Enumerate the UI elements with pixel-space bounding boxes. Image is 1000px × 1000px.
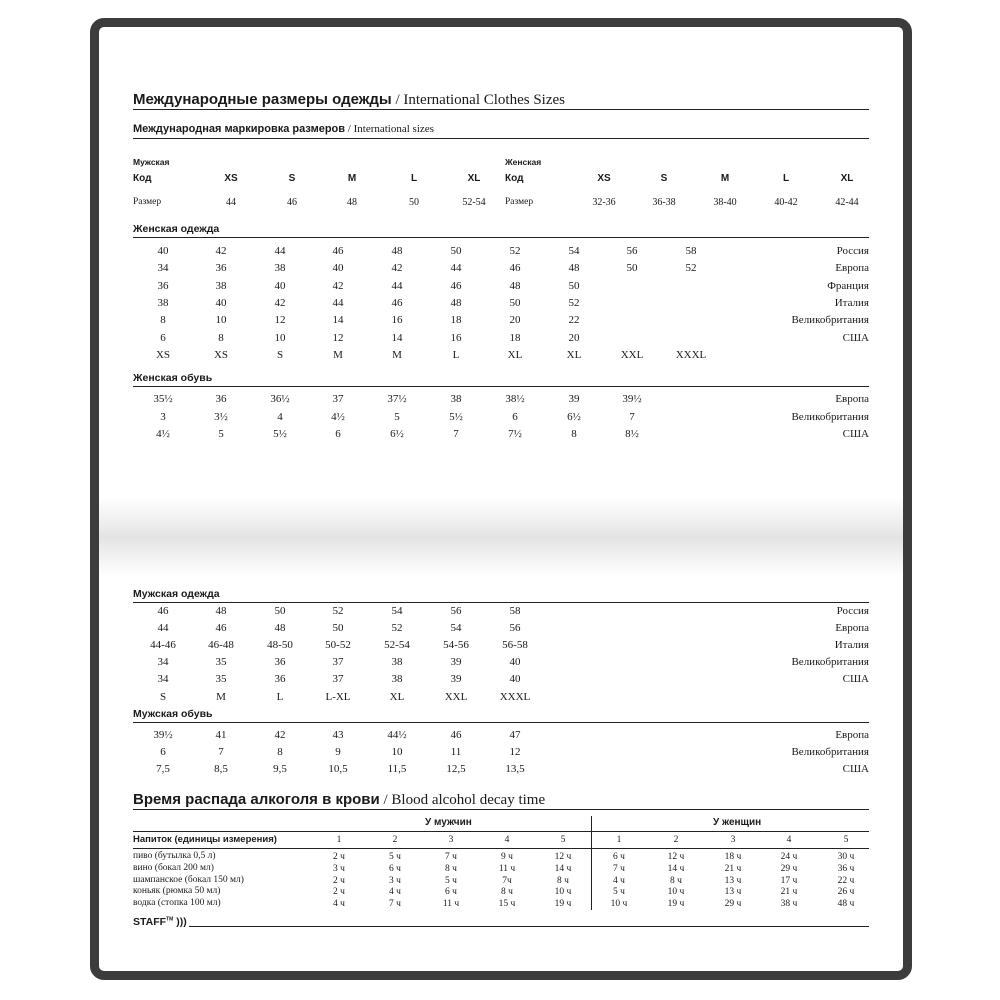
women-decay-cell: 24 ч [780,852,798,862]
women-decay-cell: 5 ч [613,887,625,898]
drink-name: водка (стопка 100 мл) [133,898,221,909]
men-clothes-cell: 39 [450,656,462,669]
men-clothes-cell: 35 [215,656,227,669]
men-clothes-cell: 56-58 [502,639,528,652]
women-decay-cell: 13 ч [724,887,742,898]
footer-rule [189,926,869,927]
subtitle-rule [133,138,869,139]
men-shoes-cell: 7,5 [156,763,170,775]
women-group-header: У женщин [713,817,762,828]
men-clothes-cell: M [216,690,226,703]
women-clothes-cell: 12 [274,314,286,327]
men-shoes-cell: 10 [391,746,403,758]
women-decay-cell: 6 ч [613,852,625,862]
women-decay-cell: 29 ч [724,899,742,910]
men-clothes-cell: XXXL [499,690,531,703]
women-shoes-cell: 5 [218,428,224,440]
men-decay-cell: 6 ч [389,863,401,874]
women-clothes-cell: 16 [391,314,403,327]
drink-name: шампанское (бокал 150 мл) [133,874,244,885]
women-decay-cell: 13 ч [724,875,742,886]
women-decay-cell: 48 ч [837,899,855,910]
women-shoes-cell: 8½ [625,428,639,440]
women-clothes-cell: 56 [626,245,638,257]
men-clothes-cell: 52 [332,605,344,617]
women-clothes-cell: 14 [332,314,344,327]
men-clothes-cell: 38 [391,673,403,686]
women-clothes-cell: XL [566,348,582,361]
men-clothes-cell: 52 [391,622,403,635]
main-title [133,91,565,109]
women-code-cell: L [782,173,790,184]
men-clothes-cell: 56 [450,605,462,617]
women-clothes-cell: 50 [509,296,521,309]
men-code-cell: L [410,173,418,184]
men-decay-cell: 5 ч [445,875,457,886]
men-shoes-cell: 9,5 [273,763,287,775]
women-clothes-cell: 20 [568,331,580,344]
women-shoes-cell: 36½ [270,393,290,405]
men-shoes-cell: 8 [277,746,283,758]
alcohol-header-rule [133,848,869,849]
men-clothes-cell: 40 [509,673,521,686]
women-shoes-cell: 37½ [387,393,407,405]
women-clothes-cell: 50 [450,245,462,257]
men-size-cell: 44 [226,197,236,208]
men-code-cell: XL [467,173,481,184]
women-decay-cell: 38 ч [780,899,798,910]
men-decay-cell: 2 ч [333,852,345,862]
page-fold [99,497,903,577]
women-clothes-cell: 48 [509,279,521,292]
women-clothes-cell: XL [507,348,523,361]
men-decay-cell: 9 ч [501,852,513,862]
women-clothes-cell: 48 [568,262,580,275]
men-decay-cell: 15 ч [498,899,516,910]
women-count-header: 3 [730,835,736,845]
subtitle-ru: Международная маркировка размеров [133,123,346,135]
men-clothes-cell: 37 [332,673,344,686]
diary-page [90,18,912,980]
women-clothes-cell: XXL [620,348,644,361]
women-decay-cell: 7 ч [613,863,625,874]
women-clothes-cell: 22 [568,314,580,327]
men-clothes-country-label: Россия [836,605,869,617]
men-group-header: У мужчин [425,817,472,828]
women-shoes-cell: 4 [277,410,283,423]
women-clothes-title: Женская одежда [133,223,220,235]
women-clothes-country-label: Франция [827,279,869,292]
women-intl-label: Женская [505,157,542,167]
men-clothes-cell: 50 [274,605,286,617]
women-shoes-cell: 7 [453,428,459,440]
women-clothes-cell: 46 [391,296,403,309]
men-clothes-cell: L [276,690,284,703]
men-clothes-cell: 34 [157,673,169,686]
men-shoes-title: Мужская обувь [133,708,213,720]
men-shoes-cell: 7 [218,746,224,758]
women-clothes-cell: XS [155,348,171,361]
men-size-cell: 48 [347,197,357,208]
men-decay-cell: 12 ч [554,852,572,862]
women-clothes-cell: 6 [160,331,166,344]
men-code-cell: XS [224,173,238,184]
men-clothes-cell: 58 [509,605,521,617]
women-clothes-cell: 38 [157,296,169,309]
men-clothes-cell: 50-52 [325,639,351,652]
men-clothes-cell: 40 [509,656,521,669]
men-clothes-cell: L-XL [325,690,351,703]
men-shoes-country-label: США [842,763,869,775]
men-count-header: 1 [336,835,342,845]
women-clothes-cell: 16 [450,331,462,344]
drink-name: вино (бокал 200 мл) [133,862,214,873]
men-clothes-cell: 36 [274,673,286,686]
men-decay-cell: 3 ч [333,863,345,874]
women-shoes-cell: 7½ [508,428,522,440]
women-clothes-cell: 38 [274,262,286,275]
women-shoes-cell: 7 [629,410,635,423]
women-clothes-country-label: США [842,331,869,344]
men-decay-cell: 7 ч [389,899,401,910]
women-clothes-cell: XS [213,348,229,361]
alcohol-divider [591,816,592,910]
women-clothes-cell: 38 [215,279,227,292]
women-shoes-cell: 5 [394,410,400,423]
women-count-header: 1 [616,835,622,845]
staff-logo [133,916,187,928]
women-clothes-cell: 54 [568,245,580,257]
men-clothes-cell: 48 [274,622,286,635]
women-count-header: 4 [786,835,792,845]
men-code-cell: M [347,173,357,184]
men-decay-cell: 3 ч [389,875,401,886]
men-shoes-cell: 9 [335,746,341,758]
men-decay-cell: 6 ч [445,887,457,898]
women-shoes-title: Женская обувь [133,372,213,384]
men-shoes-country-label: Европа [835,729,869,741]
men-shoes-cell: 12,5 [446,763,466,775]
women-clothes-cell: 50 [568,279,580,292]
women-size-cell: 38-40 [713,197,737,208]
women-clothes-cell: 12 [332,331,344,344]
staff-brand: STAFF [133,916,167,928]
men-clothes-cell: 36 [274,656,286,669]
men-size-cell: 46 [287,197,297,208]
women-clothes-country-label: Европа [835,262,869,275]
women-clothes-cell: 18 [509,331,521,344]
men-clothes-title: Мужская одежда [133,588,220,600]
women-clothes-country-label: Великобритания [791,314,869,327]
women-code-cell: XS [597,173,611,184]
men-clothes-cell: 48-50 [267,639,293,652]
title-rule [133,109,869,110]
women-shoes-cell: 39½ [622,393,642,405]
alcohol-group-rule [133,831,869,832]
alcohol-title-ru: Время распада алкоголя в крови [133,791,380,808]
men-size-cell: 52-54 [462,197,486,208]
women-clothes-cell: XXXL [675,348,707,361]
women-code-cell: M [720,173,730,184]
men-decay-cell: 11 ч [442,899,460,910]
women-clothes-cell: 58 [685,245,697,257]
women-clothes-cell: 42 [332,279,344,292]
men-shoes-cell: 44½ [387,729,407,741]
men-clothes-cell: 54 [391,605,403,617]
women-clothes-rule [133,237,869,238]
women-shoes-cell: 36 [215,393,227,405]
men-clothes-country-label: США [842,673,869,686]
men-clothes-cell: 48 [215,605,227,617]
women-clothes-cell: 50 [626,262,638,275]
women-clothes-cell: 44 [332,296,344,309]
women-size-cell: 32-36 [592,197,616,208]
women-clothes-cell: 36 [215,262,227,275]
women-clothes-cell: 46 [509,262,521,275]
women-clothes-cell: 40 [215,296,227,309]
men-shoes-cell: 13,5 [505,763,525,775]
women-clothes-country-label: Италия [834,296,869,309]
women-clothes-country-label: Россия [836,245,869,257]
men-shoes-cell: 47 [509,729,521,741]
women-clothes-cell: 42 [274,296,286,309]
men-clothes-cell: 34 [157,656,169,669]
men-count-header: 5 [560,835,566,845]
women-shoes-cell: 6½ [567,410,581,423]
women-code-cell: XL [840,173,854,184]
women-clothes-cell: 36 [157,279,169,292]
women-decay-cell: 19 ч [667,899,685,910]
women-code-label: Код [505,173,524,184]
women-shoes-cell: 3 [160,410,166,423]
women-size-cell: 36-38 [652,197,676,208]
women-clothes-cell: 40 [332,262,344,275]
women-shoes-cell: 39 [568,393,580,405]
women-decay-cell: 30 ч [837,852,855,862]
women-clothes-cell: 18 [450,314,462,327]
men-decay-cell: 7 ч [445,852,457,862]
staff-trademark: TM [166,916,174,923]
men-shoes-cell: 10,5 [328,763,348,775]
women-count-header: 5 [843,835,849,845]
women-shoes-cell: 5½ [273,428,287,440]
men-decay-cell: 8 ч [445,863,457,874]
men-clothes-cell: XL [389,690,405,703]
men-decay-cell: 4 ч [389,887,401,898]
men-decay-cell: 19 ч [554,899,572,910]
alcohol-title-en: / Blood alcohol decay time [379,792,546,808]
men-decay-cell: 10 ч [554,887,572,898]
men-size-cell: 50 [409,197,419,208]
men-count-header: 2 [392,835,398,845]
men-clothes-cell: 46 [157,605,169,617]
men-shoes-cell: 42 [274,729,286,741]
women-shoes-cell: 8 [571,428,577,440]
women-clothes-cell: 34 [157,262,169,275]
women-shoes-cell: 6½ [390,428,404,440]
men-shoes-cell: 39½ [153,729,173,741]
drink-name: пиво (бутылка 0,5 л) [133,851,216,861]
women-clothes-cell: 8 [218,331,224,344]
women-decay-cell: 14 ч [667,863,685,874]
women-shoes-cell: 6 [335,428,341,440]
women-clothes-cell: 46 [332,245,344,257]
women-shoes-cell: 5½ [449,410,463,423]
women-count-header: 2 [673,835,679,845]
men-clothes-country-label: Великобритания [791,656,869,669]
women-shoes-cell: 38 [450,393,462,405]
women-clothes-cell: 48 [450,296,462,309]
women-shoes-cell: 37 [332,393,344,405]
men-size-label: Размер [133,197,162,207]
women-clothes-cell: 42 [391,262,403,275]
women-clothes-cell: 44 [391,279,403,292]
women-clothes-cell: 44 [274,245,286,257]
men-shoes-cell: 11,5 [387,763,407,775]
women-clothes-cell: M [392,348,402,361]
women-clothes-cell: 42 [215,245,227,257]
women-decay-cell: 18 ч [724,852,742,862]
men-clothes-cell: 44 [157,622,169,635]
women-decay-cell: 4 ч [613,875,625,886]
men-decay-cell: 14 ч [554,863,572,874]
men-clothes-cell: 56 [509,622,521,635]
women-clothes-cell: 46 [450,279,462,292]
women-shoes-cell: 4½ [156,428,170,440]
men-decay-cell: 7ч [502,875,512,886]
women-decay-cell: 8 ч [670,875,682,886]
women-shoes-country-label: США [842,428,869,440]
men-shoes-rule [133,722,869,723]
men-count-header: 4 [504,835,510,845]
men-decay-cell: 2 ч [333,887,345,898]
women-decay-cell: 36 ч [837,863,855,874]
men-clothes-cell: 35 [215,673,227,686]
women-decay-cell: 22 ч [837,875,855,886]
women-decay-cell: 10 ч [610,899,628,910]
men-clothes-country-label: Италия [834,639,869,652]
men-shoes-cell: 46 [450,729,462,741]
women-shoes-country-label: Великобритания [791,410,869,423]
men-code-label: Код [133,173,152,184]
women-code-cell: S [660,173,668,184]
women-decay-cell: 12 ч [667,852,685,862]
main-title-en: / International Clothes Sizes [391,92,566,108]
men-clothes-cell: XXL [444,690,468,703]
women-decay-cell: 29 ч [780,863,798,874]
men-shoes-cell: 41 [215,729,227,741]
women-clothes-cell: 52 [685,262,697,275]
main-title-ru: Международные размеры одежды [133,91,392,108]
subtitle [133,123,434,135]
women-clothes-cell: L [452,348,460,361]
women-size-cell: 40-42 [774,197,798,208]
alcohol-title-rule [133,809,869,810]
men-decay-cell: 4 ч [333,899,345,910]
women-shoes-cell: 38½ [505,393,525,405]
men-count-header: 3 [448,835,454,845]
men-shoes-cell: 11 [450,746,462,758]
men-shoes-cell: 6 [160,746,166,758]
men-clothes-cell: 54 [450,622,462,635]
women-decay-cell: 21 ч [780,887,798,898]
men-clothes-rule [133,602,869,603]
women-decay-cell: 10 ч [667,887,685,898]
men-shoes-cell: 43 [332,729,344,741]
women-clothes-cell: 14 [391,331,403,344]
women-clothes-cell: 48 [391,245,403,257]
women-size-cell: 42-44 [835,197,859,208]
women-decay-cell: 17 ч [780,875,798,886]
women-size-label: Размер [505,197,534,207]
women-clothes-cell: 40 [274,279,286,292]
women-clothes-cell: 52 [568,296,580,309]
women-shoes-cell: 6 [512,410,518,423]
men-clothes-cell: 50 [332,622,344,635]
men-shoes-country-label: Великобритания [791,746,869,758]
women-shoes-rule [133,386,869,387]
women-clothes-cell: 44 [450,262,462,275]
women-clothes-cell: 52 [509,245,521,257]
men-code-cell: S [288,173,296,184]
drink-name: коньяк (рюмка 50 мл) [133,886,221,897]
staff-waves-icon: ))) [176,916,187,928]
alcohol-title [133,791,545,809]
women-clothes-cell: 10 [274,331,286,344]
women-clothes-cell: M [333,348,343,361]
men-intl-label: Мужская [133,157,170,167]
men-clothes-cell: 46 [215,622,227,635]
men-clothes-cell: S [159,690,167,703]
women-clothes-cell: S [276,348,284,361]
women-clothes-cell: 8 [160,314,166,327]
women-clothes-cell: 10 [215,314,227,327]
women-shoes-cell: 4½ [331,410,345,423]
men-decay-cell: 8 ч [557,875,569,886]
men-decay-cell: 2 ч [333,875,345,886]
men-clothes-cell: 46-48 [208,639,234,652]
men-clothes-cell: 52-54 [384,639,410,652]
men-decay-cell: 8 ч [501,887,513,898]
women-decay-cell: 21 ч [724,863,742,874]
women-clothes-cell: 20 [509,314,521,327]
men-clothes-cell: 38 [391,656,403,669]
women-shoes-cell: 35½ [153,393,173,405]
women-clothes-cell: 40 [157,245,169,257]
men-decay-cell: 11 ч [498,863,516,874]
men-clothes-cell: 37 [332,656,344,669]
men-shoes-cell: 8,5 [214,763,228,775]
subtitle-en: / International sizes [345,123,434,135]
men-clothes-cell: 39 [450,673,462,686]
men-shoes-cell: 12 [509,746,521,758]
men-clothes-country-label: Европа [835,622,869,635]
men-clothes-cell: 44-46 [150,639,176,652]
women-decay-cell: 26 ч [837,887,855,898]
men-decay-cell: 5 ч [389,852,401,862]
women-shoes-cell: 3½ [214,410,228,423]
women-shoes-country-label: Европа [835,393,869,405]
drink-column-header: Напиток (единицы измерения) [133,834,277,845]
men-clothes-cell: 54-56 [443,639,469,652]
